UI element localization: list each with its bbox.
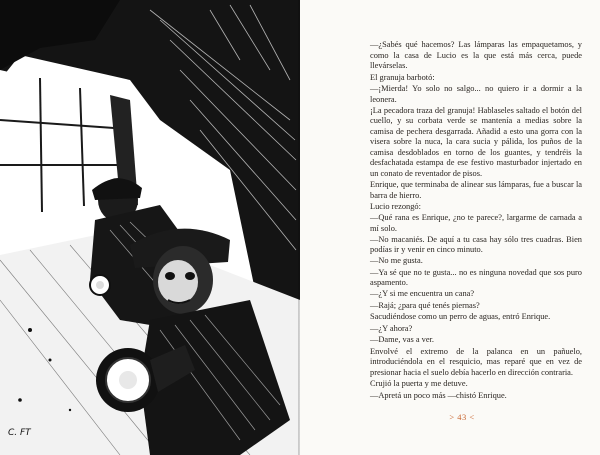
paragraph: —No macaniés. De aquí a tu casa hay sólo tres cuadras. Bien podías ir y venir en cinco minuto. bbox=[370, 234, 582, 254]
paragraph: El granuja barbotó: bbox=[370, 72, 435, 82]
illustrator-signature: C. FT bbox=[8, 428, 31, 438]
paragraph: —Dame, vas a ver. bbox=[370, 335, 434, 344]
page-number: > 43 < bbox=[449, 412, 475, 422]
paragraph: —¿Y ahora? bbox=[370, 323, 413, 333]
paragraph: ¡La pecadora traza del granuja! Hablaseles saltado el botón del cuello, y su corbata verde se mantenía a medias sobre la camisa de pechera desgarrada. Añadid a esto una gorra con la visera sobre la nuca, la cara sucia y pálida, los puños de la camisa desdoblados en torno de los guantes, y tendréis la desfachatada estampa de ese festivo masturbador injertado en un conato de reventador de pisos. bbox=[370, 105, 582, 178]
paragraph: —Ya sé que no te gusta... no es ninguna novedad que sos puro aspamento. bbox=[370, 267, 582, 287]
paragraph: Crujió la puerta y me detuve. bbox=[370, 379, 468, 388]
paragraph: Sacudiéndose como un perro de aguas, entró Enrique. bbox=[370, 312, 551, 321]
paragraph: —Rajá; ¿para qué tenés piernas? bbox=[370, 300, 480, 310]
paragraph: —¡Mierda! Yo solo no salgo... no quiero ir a dormir a la leonera. bbox=[370, 84, 582, 104]
paragraph: —Apretá un poco más —chistó Enrique. bbox=[370, 390, 507, 400]
paragraph: —Qué rana es Enrique, ¿no te parece?, largarme de carnada a mí solo. bbox=[370, 213, 582, 233]
paragraph: —¿Y si me encuentra un cana? bbox=[370, 289, 475, 298]
paragraph: Enrique, que terminaba de alinear sus lámparas, fue a buscar la barra de hierro. bbox=[370, 180, 582, 200]
paragraph: —¿Sabés qué hacemos? Las lámparas las empaquetamos, y como la casa de Lucio es la que está más cerca, puede llevárselas. bbox=[370, 40, 582, 70]
paragraph: Lucio rezongó: bbox=[370, 201, 421, 211]
paragraph: Envolvé el extremo de la palanca en un pañuelo, introduciéndola en el resquicio, mas reparé que en vez de presionar hacia el suelo debía hacerlo en dirección contraria. bbox=[370, 346, 582, 377]
paragraph: —No me gusta. bbox=[370, 256, 423, 265]
